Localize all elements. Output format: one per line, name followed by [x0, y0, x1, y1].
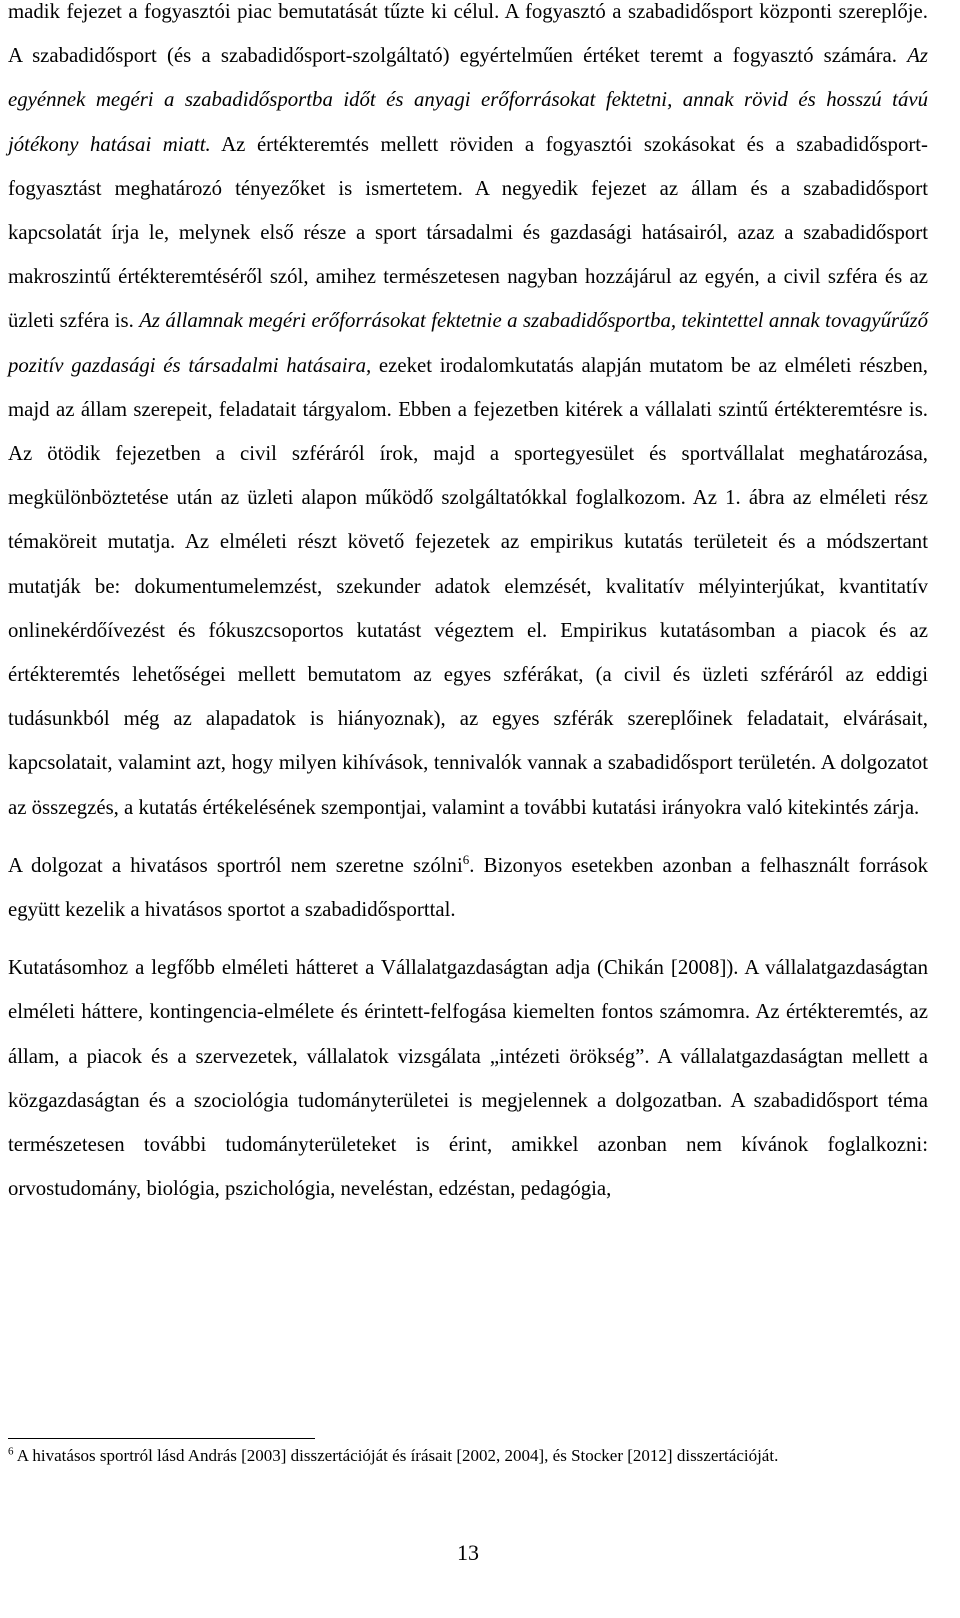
paragraph-1-text-b: Az értékteremtés mellett röviden a fogyasztói szokásokat és a szabadidősport-fogyasztást meghatározó tényezőket is ismertetem. A negyedik fejezet az állam és a szabadidősport kapcsolatát írja le, melynek első része a sport társadalmi és gazdasági hatásairól, azaz a szabadidősport makroszintű értékteremtéséről szól, amihez természetesen nagyban hozzájárul az egyén, a civil szféra és az üzleti szféra is. — [8, 132, 928, 333]
page-body — [8, 0, 928, 1211]
paragraph-1-text-c: ezeket irodalomkutatás alapján mutatom be az elméleti részben, majd az állam szerepeit, feladatait tárgyalom. Ebben a fejezetben kitérek a vállalati szintű értékteremtésre is. Az ötödik fejezetben a civil szféráról írok, majd a sportegyesület és sportvállalat meghatározása, megkülönböztetése után az üzleti alapon működő szolgáltatókkal foglalkozom. Az 1. ábra az elméleti rész témaköreit mutatja. Az elméleti részt követő fejezetek az empirikus kutatás területeit és a módszertant mutatják be: dokumentumelemzést, szekunder adatok elemzését, kvalitatív mélyinterjúkat, kvantitatív onlinekérdőívezést és fókuszcsoportos kutatást végeztem el. Empirikus kutatásomban a piacok és az értékteremtés lehetőségei mellett bemutatom az egyes szférákat, (a civil és üzleti szféráról az eddigi tudásunkból még az alapadatok is hiányoznak), az egyes szférák szereplőinek feladatait, elvárásait, kapcsolatait, valamint azt, hogy milyen kihívások, tennivalók vannak a szabadidősport területén. A dolgozatot az összegzés, a kutatás értékelésének szempontjai, valamint a további kutatási irányokra való kitekintés zárja. — [8, 353, 928, 819]
paragraph-1-italic-a: Az egyénnek megéri a szabadidősportba időt és anyagi erőforrásokat fektetni, annak rövid és hosszú távú jótékony hatásai miatt. — [8, 44, 928, 156]
footnote-text: A hivatásos sportról lásd András [2003] disszertációját és írásait [2002, 2004], és Stocker [2012] disszertációját. — [13, 1446, 779, 1465]
paragraph-1 — [8, 0, 928, 830]
paragraph-3: Kutatásomhoz a legfőbb elméleti hátteret a Vállalatgazdaságtan adja (Chikán [2008]). A vállalatgazdaságtan elméleti háttere, kontingencia-elmélete és érintett-felfogása kiemelten fontos számomra. Az értékteremtés, az állam, a piacok és a szervezetek, vállalatok vizsgálata „intézeti örökség”. A vállalatgazdaságtan mellett a közgazdaságtan és a szociológia tudományterületei is megjelennek a dolgozatban. A szabadidősport téma természetesen további tudományterületeket is érint, amikkel azonban nem kívánok foglalkozni: orvostudomány, biológia, pszichológia, neveléstan, edzéstan, pedagógia, — [8, 956, 928, 1201]
footnote-reference[interactable]: 6 — [462, 851, 470, 867]
paragraph-2 — [8, 844, 928, 932]
footnote — [8, 1442, 928, 1470]
page-number: 13 — [457, 1540, 479, 1565]
footnote-separator — [8, 1438, 315, 1439]
paragraph-2-text-a: A dolgozat a hivatásos sportról nem szeretne szólni — [8, 853, 463, 877]
paragraph-1-text-a: madik fejezet a fogyasztói piac bemutatását tűzte ki célul. A fogyasztó a szabadidősport központi szereplője. A szabadidősport (és a szabadidősport-szolgáltató) egyértelműen értéket teremt a fogyasztó számára. — [8, 0, 928, 68]
footnote-number: 6 — [8, 1445, 14, 1458]
paragraph-2-text-b: . Bizonyos esetekben azonban a felhasznált források együtt kezelik a hivatásos sportot a szabadidősporttal. — [8, 853, 928, 922]
paragraph-1-italic-b: Az államnak megéri erőforrásokat fektetnie a szabadidősportba, tekintettel annak tovagyűrűző pozitív gazdasági és társadalmi hatásaira, — [8, 309, 928, 377]
